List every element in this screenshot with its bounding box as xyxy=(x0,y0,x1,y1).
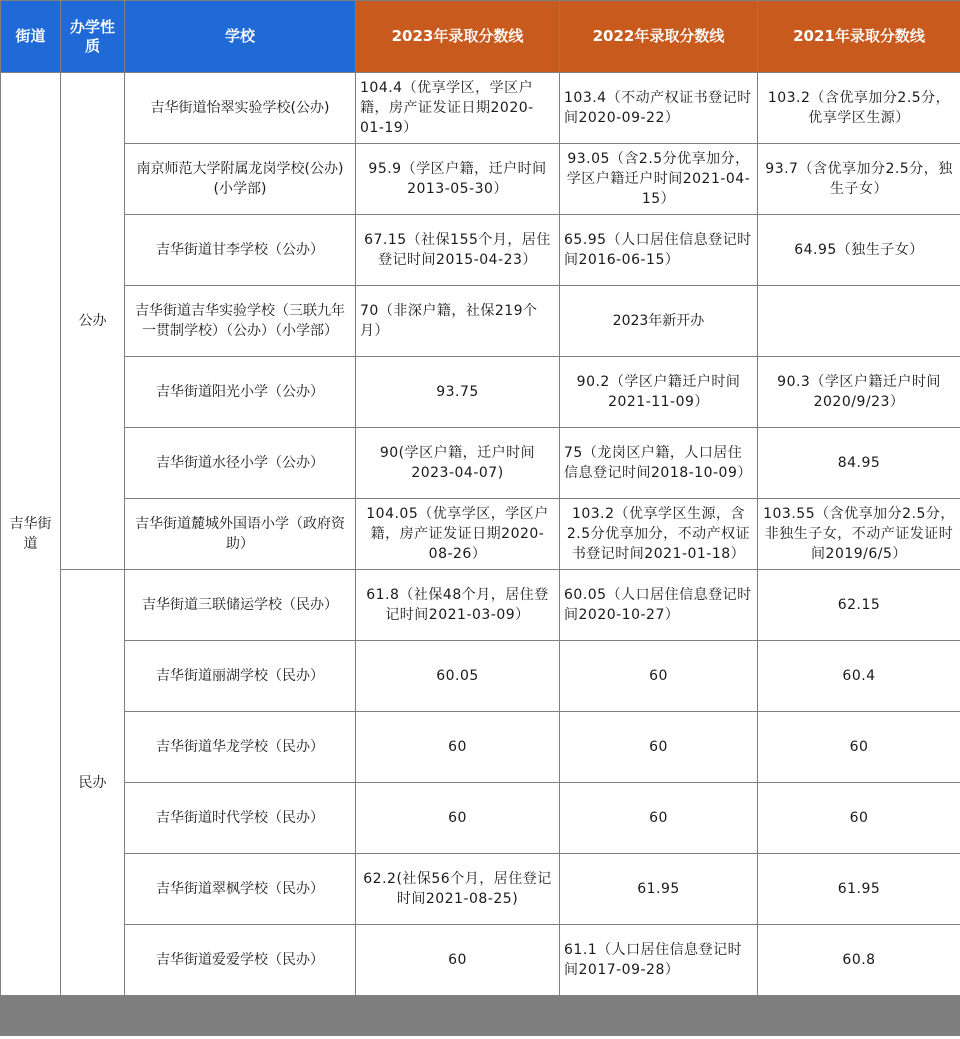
school-name: 吉华街道华龙学校（民办） xyxy=(125,712,356,783)
footer-cell xyxy=(356,996,560,1036)
table-row xyxy=(1,428,960,499)
score-2023: 95.9（学区户籍，迁户时间2013-05-30） xyxy=(356,144,560,215)
header-school: 学校 xyxy=(125,1,356,73)
table-row xyxy=(1,286,960,357)
score-2021: 62.15 xyxy=(758,570,960,641)
header-2021: 2021年录取分数线 xyxy=(758,1,960,73)
score-2023: 60 xyxy=(356,712,560,783)
table-row xyxy=(1,570,960,641)
header-type: 办学性质 xyxy=(61,1,125,73)
header-row xyxy=(1,1,960,73)
score-2023: 90(学区户籍，迁户时间2023-04-07) xyxy=(356,428,560,499)
group-public: 公办 xyxy=(61,73,125,570)
table-row xyxy=(1,783,960,854)
score-2022: 90.2（学区户籍迁户时间2021-11-09） xyxy=(560,357,758,428)
score-2021: 103.55（含优享加分2.5分，非独生子女，不动产证发证时间2019/6/5） xyxy=(758,499,960,570)
group-private: 民办 xyxy=(61,570,125,996)
score-2022: 103.4（不动产权证书登记时间2020-09-22） xyxy=(560,73,758,144)
footer-cell xyxy=(61,996,125,1036)
school-name: 吉华街道甘李学校（公办） xyxy=(125,215,356,286)
table-row xyxy=(1,144,960,215)
school-name: 南京师范大学附属龙岗学校(公办)(小学部) xyxy=(125,144,356,215)
score-2022: 60.05（人口居住信息登记时间2020-10-27） xyxy=(560,570,758,641)
score-2022: 75（龙岗区户籍，人口居住信息登记时间2018-10-09） xyxy=(560,428,758,499)
score-2023: 67.15（社保155个月，居住登记时间2015-04-23） xyxy=(356,215,560,286)
score-2023: 60 xyxy=(356,783,560,854)
school-name: 吉华街道水径小学（公办） xyxy=(125,428,356,499)
table-row xyxy=(1,854,960,925)
header-2022: 2022年录取分数线 xyxy=(560,1,758,73)
score-2023: 70（非深户籍，社保219个月） xyxy=(356,286,560,357)
score-2021: 60.4 xyxy=(758,641,960,712)
score-2022: 65.95（人口居住信息登记时间2016-06-15） xyxy=(560,215,758,286)
table-row xyxy=(1,712,960,783)
score-2021: 60 xyxy=(758,783,960,854)
score-2023: 60.05 xyxy=(356,641,560,712)
footer-row xyxy=(1,996,960,1036)
school-name: 吉华街道翠枫学校（民办） xyxy=(125,854,356,925)
score-2021: 64.95（独生子女） xyxy=(758,215,960,286)
score-2021: 93.7（含优享加分2.5分，独生子女） xyxy=(758,144,960,215)
score-2021 xyxy=(758,286,960,357)
score-2023: 60 xyxy=(356,925,560,996)
score-2022: 60 xyxy=(560,712,758,783)
school-name: 吉华街道三联储运学校（民办） xyxy=(125,570,356,641)
school-name: 吉华街道阳光小学（公办） xyxy=(125,357,356,428)
header-street: 街道 xyxy=(1,1,61,73)
school-name: 吉华街道时代学校（民办） xyxy=(125,783,356,854)
score-2022 xyxy=(560,499,758,570)
score-2023: 61.8（社保48个月，居住登记时间2021-03-09） xyxy=(356,570,560,641)
score-2021: 61.95 xyxy=(758,854,960,925)
score-2022: 61.95 xyxy=(560,854,758,925)
table-row xyxy=(1,499,960,570)
table-row xyxy=(1,215,960,286)
table-row xyxy=(1,357,960,428)
score-2022-text: 103.2（优享学区生源，含2.5分优享加分，不动产权证书登记时间2021-01-18） xyxy=(566,506,751,562)
score-2023: 93.75 xyxy=(356,357,560,428)
footer-cell xyxy=(758,996,960,1036)
score-2021: 60.8 xyxy=(758,925,960,996)
score-2022: 93.05（含2.5分优享加分，学区户籍迁户时间2021-04-15） xyxy=(560,144,758,215)
school-name: 吉华街道爱爱学校（民办） xyxy=(125,925,356,996)
score-2023: 104.05（优享学区，学区户籍，房产证发证日期2020-08-26） xyxy=(356,499,560,570)
score-2023: 62.2(社保56个月，居住登记时间2021-08-25) xyxy=(356,854,560,925)
score-2021: 90.3（学区户籍迁户时间2020/9/23） xyxy=(758,357,960,428)
footer-cell xyxy=(560,996,758,1036)
score-2022: 2023年新开办 xyxy=(560,286,758,357)
school-name: 吉华街道丽湖学校（民办） xyxy=(125,641,356,712)
score-2022: 61.1（人口居住信息登记时间2017-09-28） xyxy=(560,925,758,996)
school-name: 吉华街道吉华实验学校（三联九年一贯制学校）（公办）（小学部） xyxy=(125,286,356,357)
school-name: 吉华街道麓城外国语小学（政府资助） xyxy=(125,499,356,570)
table-row xyxy=(1,925,960,996)
street-cell: 吉华街道 xyxy=(1,73,61,996)
score-2023: 104.4（优享学区，学区户籍，房产证发证日期2020-01-19） xyxy=(356,73,560,144)
header-2023: 2023年录取分数线 xyxy=(356,1,560,73)
school-name: 吉华街道怡翠实验学校(公办) xyxy=(125,73,356,144)
score-2021: 60 xyxy=(758,712,960,783)
score-2021: 103.2（含优享加分2.5分，优享学区生源） xyxy=(758,73,960,144)
score-2022: 60 xyxy=(560,783,758,854)
table-row xyxy=(1,73,960,144)
score-2021: 84.95 xyxy=(758,428,960,499)
footer-cell xyxy=(125,996,356,1036)
score-2022: 60 xyxy=(560,641,758,712)
footer-cell xyxy=(1,996,61,1036)
table-row xyxy=(1,641,960,712)
